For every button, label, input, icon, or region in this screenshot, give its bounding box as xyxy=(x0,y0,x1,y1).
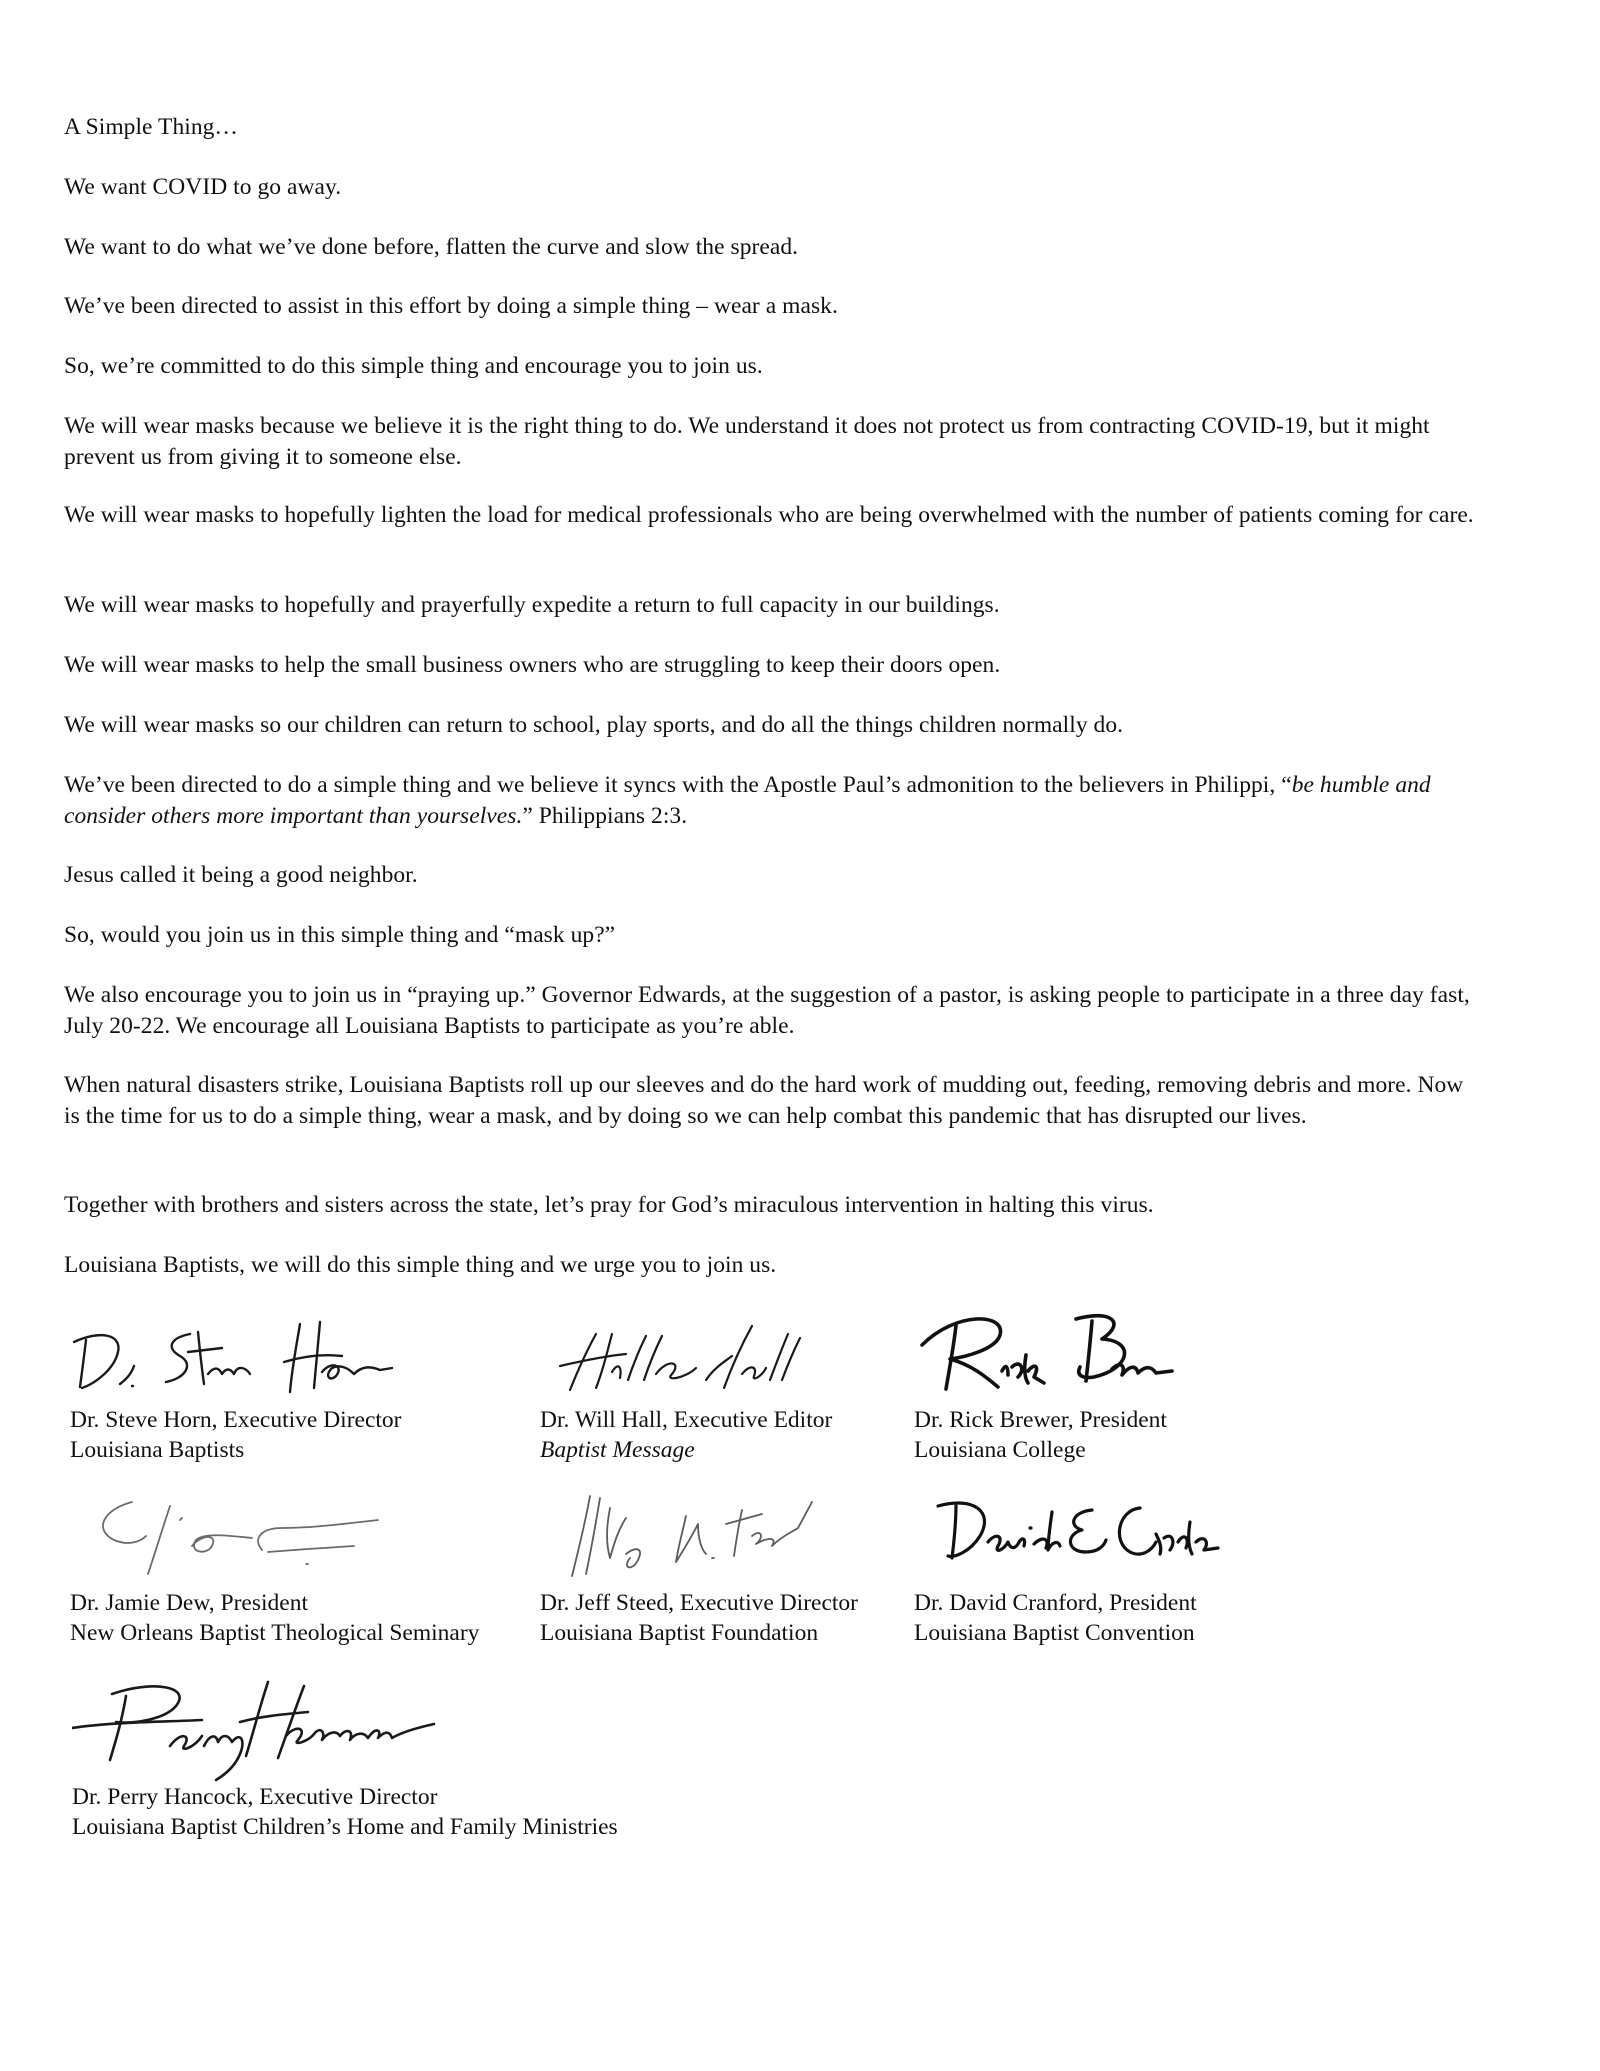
signature-hancock xyxy=(72,1676,452,1786)
paragraph: We will wear masks so our children can return to school, play sports, and do all the things children normally do. xyxy=(64,712,1124,738)
signature-horn xyxy=(70,1312,400,1402)
paragraph: We will wear masks to hopefully and prayerfully expedite a return to full capacity in our buildings. xyxy=(64,592,1000,618)
signatory-hancock-name: Dr. Perry Hancock, Executive Director xyxy=(72,1784,438,1810)
signatory-hancock-org: Louisiana Baptist Children’s Home and Family Ministries xyxy=(72,1814,618,1840)
signatory-cranford-name: Dr. David Cranford, President xyxy=(914,1590,1197,1616)
signature-dew xyxy=(92,1490,392,1580)
signature-steed xyxy=(566,1488,836,1583)
signature-cranford xyxy=(934,1492,1224,1572)
signatory-cranford-org: Louisiana Baptist Convention xyxy=(914,1620,1195,1646)
paragraph-text: We’ve been directed to do a simple thing and we believe it syncs with the Apostle Paul’s admonition to the believers in Philippi, “ xyxy=(64,772,1292,798)
paragraph-philippians xyxy=(64,770,1484,832)
paragraph: We want COVID to go away. xyxy=(64,174,342,200)
signature-brewer xyxy=(916,1305,1176,1397)
paragraph: Together with brothers and sisters across the state, let’s pray for God’s miraculous intervention in halting this virus. xyxy=(64,1192,1154,1218)
signatory-horn-name: Dr. Steve Horn, Executive Director xyxy=(70,1407,402,1433)
scripture-reference: ” Philippians 2:3. xyxy=(522,803,688,829)
handwritten-signature-hancock xyxy=(72,1676,452,1786)
handwritten-signature-horn xyxy=(70,1312,400,1402)
signatory-steed-name: Dr. Jeff Steed, Executive Director xyxy=(540,1590,859,1616)
paragraph: We will wear masks because we believe it is the right thing to do. We understand it does not protect us from contracting COVID-19, but it might prevent us from giving it to someone else. xyxy=(64,413,1430,470)
signatory-brewer-name: Dr. Rick Brewer, President xyxy=(914,1407,1167,1433)
signatory-dew-name: Dr. Jamie Dew, President xyxy=(70,1590,308,1616)
signature-hall xyxy=(556,1318,806,1398)
signatory-hall-org: Baptist Message xyxy=(540,1437,695,1463)
letter-title: A Simple Thing… xyxy=(64,114,238,140)
signatory-brewer-org: Louisiana College xyxy=(914,1437,1086,1463)
handwritten-signature-brewer xyxy=(916,1305,1176,1397)
paragraph: We also encourage you to join us in “praying up.” Governor Edwards, at the suggestion of a pastor, is asking people to participate in a three day fast, July 20-22. We encourage all Louisiana Baptists to participate as you’re able. xyxy=(64,982,1470,1039)
signatory-hall-name: Dr. Will Hall, Executive Editor xyxy=(540,1407,833,1433)
paragraph: We will wear masks to hopefully lighten the load for medical professionals who are being overwhelmed with the number of patients coming for care. xyxy=(64,502,1474,528)
handwritten-signature-hall xyxy=(556,1318,806,1398)
paragraph: So, would you join us in this simple thing and “mask up?” xyxy=(64,922,616,948)
handwritten-signature-steed xyxy=(566,1488,836,1583)
signatory-steed-org: Louisiana Baptist Foundation xyxy=(540,1620,819,1646)
handwritten-signature-dew xyxy=(92,1490,392,1580)
signatory-horn-org: Louisiana Baptists xyxy=(70,1437,245,1463)
paragraph: We’ve been directed to assist in this effort by doing a simple thing – wear a mask. xyxy=(64,293,838,319)
paragraph: Jesus called it being a good neighbor. xyxy=(64,862,418,888)
handwritten-signature-cranford xyxy=(934,1492,1224,1572)
paragraph: So, we’re committed to do this simple thing and encourage you to join us. xyxy=(64,353,763,379)
paragraph: We will wear masks to help the small business owners who are struggling to keep their doors open. xyxy=(64,652,1001,678)
paragraph: We want to do what we’ve done before, flatten the curve and slow the spread. xyxy=(64,234,799,260)
paragraph: When natural disasters strike, Louisiana Baptists roll up our sleeves and do the hard work of mudding out, feeding, removing debris and more. Now is the time for us to do a simple thing, wear a mask, and by doing so we can help combat this pandemic that has disrupted our lives. xyxy=(64,1072,1464,1129)
paragraph: Louisiana Baptists, we will do this simple thing and we urge you to join us. xyxy=(64,1252,777,1278)
scripture-quote: be humble and consider others more important than yourselves. xyxy=(64,772,1431,829)
signatory-dew-org: New Orleans Baptist Theological Seminary xyxy=(70,1620,480,1646)
